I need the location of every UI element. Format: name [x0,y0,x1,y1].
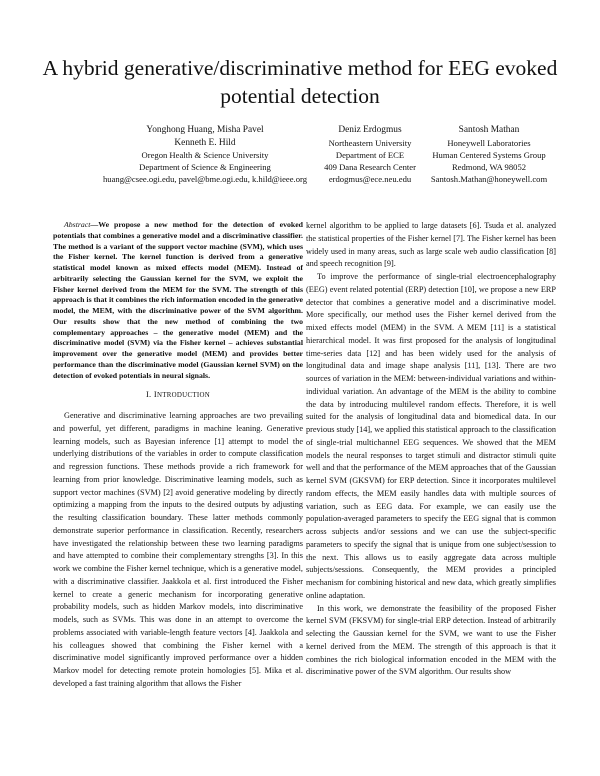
author-affiliation: Department of ECE [335,149,405,160]
body-paragraph: To improve the performance of single-trial electroencephalography (EEG) event related potential (ERP) detection [10], we propose a new ERP detector that combines a generative model and a discriminative model. More specifically, our method uses the Fisher kernel derived from the mixed effects model (MEM) in the SVM. A MEM [11] is a statistical hierarchical model. It was first proposed for the analysis of longitudinal time-series data [12] and has been widely used for the analysis of longitudinal data and image shape analysis [11], [13]. There are two sources of variation in the MEM: between-individual variations and within-individual variation. An advantage of the MEM is the ability to combine the data by introducing multilevel random effects. Therefore, it is well suited for the analysis of longitudinal data and biomedical data. In our previous study [14], we applied this statistical approach to the classification of single-trial multichannel EEG sequences. We showed that the MEM models the neural responses to target stimuli and distractor stimuli quite well and that the performance of the MEM approaches that of the Gaussian kernel SVM (GKSVM) for ERP detection. Since it incorporates multilevel random effects, the MEM easily handles data with multiple sources of variation, such as EEG data. For example, we can easily use the population-averaged parameters to specify the EEG signal that is common across subjects and/or sessions and we can use the subject-specific parameters to specify the signal that is unique from one subject/session to the next. This allows us to easily aggregate data across multiple subjects/sessions. Consequently, the MEM provides a principled mechanism for combining historical and new data, which greatly simplifies online adaptation. [306,272,556,600]
author-block-neu [322,124,418,185]
section-title-rest: NTRODUCTION [156,392,211,400]
author-block-honeywell [418,124,560,185]
body-paragraph: Generative and discriminative learning approaches are two prevailing and powerful, yet different, paradigms in machine leaning. Generative learning models, such as Bayesian inference [1] attempt to model the underlying distributions of the variables in order to compute classification and regression functions. These methods provide a rich framework for learning from prior knowledge. Discriminative learning models, such as support vector machines (SVM) [2] avoid generative modeling by directly optimizing a mapping from the inputs to the desired outputs by adjusting the resulting classification boundary. These latter methods commonly demonstrate superior performance in classification. Recently, researchers have investigated the relationship between these two learning paradigms and have attempted to combine their complementary strengths [3]. In this work we combine the Fisher kernel technique, which is a generative model, with a discriminative classifier. Jaakkola et al. first introduced the Fisher kernel to create a generic mechanism for incorporating generative probability models, such as hidden Markov models, into discriminative models, such as SVMs. This was done in an attempt to overcome the problems associated with variable-length feature vectors [4]. Jaakkola and his colleagues showed that combining the Fisher kernel with a discriminative model significantly improved performance over a hidden Markov model for detecting remote protein homologies [5]. Mika et al. developed a fast training algorithm that allows the Fisher [53,411,303,688]
author-email: erdogmus@ece.neu.edu [328,173,412,184]
body-paragraph: kernel algorithm to be applied to large datasets [6]. Tsuda et al. analyzed the statistical properties of the Fisher kernel [7]. The Fisher kernel has been widely used in many areas, such as large scale web audio classification [8] and speech recognition [9]. [306,221,556,269]
author-block-ohsu [96,124,314,185]
left-column [53,220,303,691]
author-affiliation: Department of Science & Engineering [139,162,271,172]
author-affiliation: Oregon Health & Science University [141,150,269,160]
author-names: Deniz Erdogmus [338,125,402,135]
author-email: huang@csee.ogi.edu, pavel@bme.ogi.edu, k.hild@ieee.org [103,174,307,184]
abstract-body: —We propose a new method for the detection of evoked potentials that combines a generative model and a discriminative classifier. The method is a variant of the support vector machine (SVM), which uses the Fisher kernel. The kernel function is derived from a generative statistical model known as mixed effects model (MEM). Instead of arbitrarily selecting the Gaussian kernel for the SVM, we exploit the Fisher kernel derived from the MEM for the SVM. The strength of this approach is that it combines the rich information encoded in the generative model, the MEM, with the discriminative power of the SVM algorithm. Our results show that the new method of combining the two complementary approaches – the generative model (MEM) and the discriminative model (SVM) via the Fisher kernel – achieves substantial improvement over the generative model (MEM) and provides better performance than the discriminative model (Gaussian kernel SVM) on the detection of evoked potentials in neural signals. [53,220,303,380]
abstract [53,220,303,381]
section-number: I. [145,390,152,400]
abstract-label: Abstract [64,220,91,229]
author-names: Kenneth E. Hild [174,137,236,148]
section-heading [53,389,303,403]
author-names: Yonghong Huang, Misha Pavel [146,125,264,135]
section-title-initial: I [153,390,157,400]
author-email: Santosh.Mathan@honeywell.com [430,173,548,184]
author-affiliation: Human Centered Systems Group [432,149,546,160]
author-affiliation: Redmond, WA 98052 [451,161,527,172]
author-affiliation: Northeastern University [328,137,412,148]
author-names: Santosh Mathan [458,125,520,135]
paper-title: A hybrid generative/discriminative method for EEG evoked potential detection [42,56,558,108]
right-column [306,220,556,679]
body-paragraph: In this work, we demonstrate the feasibility of the proposed Fisher kernel SVM (FKSVM) for single-trial ERP detection. Instead of arbitrarily selecting the Gaussian kernel for the SVM, we want to use the Fisher kernel derived from the MEM. The strength of this approach is that it combines the rich biological information encoded in the MEM with the discriminative power of the SVM algorithm. Our results show [306,603,556,677]
author-affiliation: Honeywell Laboratories [447,137,531,148]
author-affiliation: 409 Dana Research Center [324,161,416,172]
